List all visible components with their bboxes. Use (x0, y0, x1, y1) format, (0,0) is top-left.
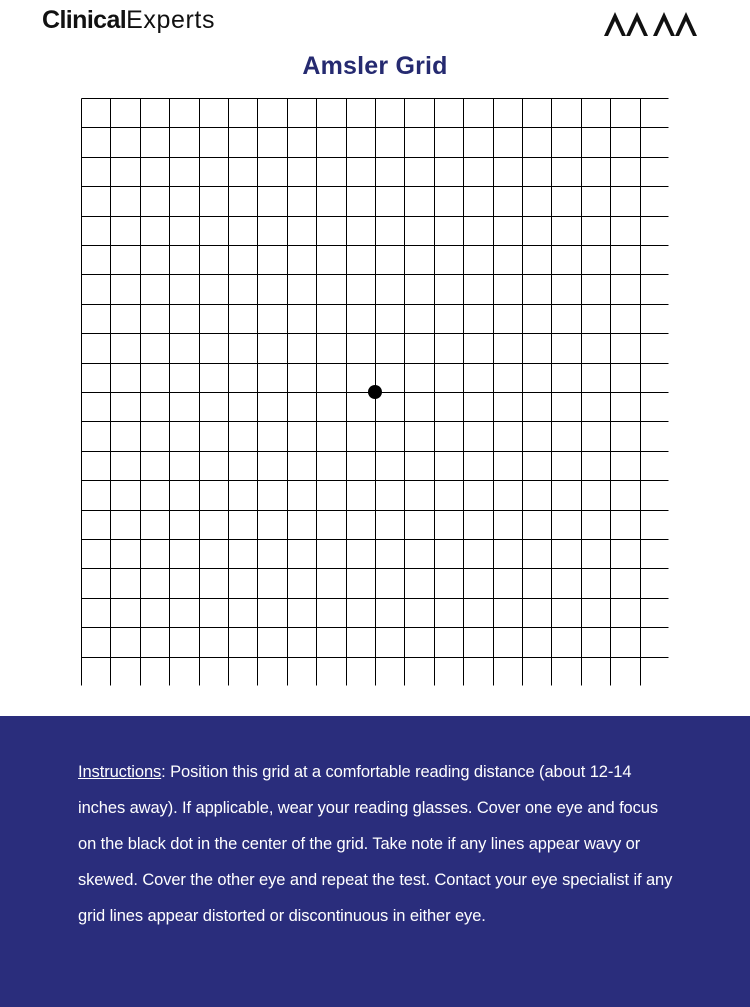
brand-logo (42, 6, 215, 35)
central-fixation-dot (368, 385, 382, 399)
instructions-band (0, 716, 750, 1007)
instructions-label: Instructions (78, 763, 162, 781)
brand-name-bold: Clinical (42, 6, 127, 34)
zigzag-wave-logo-icon (604, 8, 702, 38)
amsler-grid-canvas (81, 98, 669, 686)
page-header (0, 0, 750, 44)
instructions-body: : Position this grid at a comfortable reading distance (about 12-14 inches away). If applicable, wear your reading glasses. Cover one eye and focus on the black dot in the center of the grid. Take note if any lines appear wavy or skewed. Cover the other eye and repeat the test. Contact your eye specialist if any grid lines appear distorted or discontinuous in either eye. (78, 763, 673, 925)
instructions-text (78, 754, 674, 934)
brand-name-light: Experts (126, 6, 216, 34)
page-title: Amsler Grid (302, 52, 448, 80)
amsler-grid (81, 98, 669, 686)
